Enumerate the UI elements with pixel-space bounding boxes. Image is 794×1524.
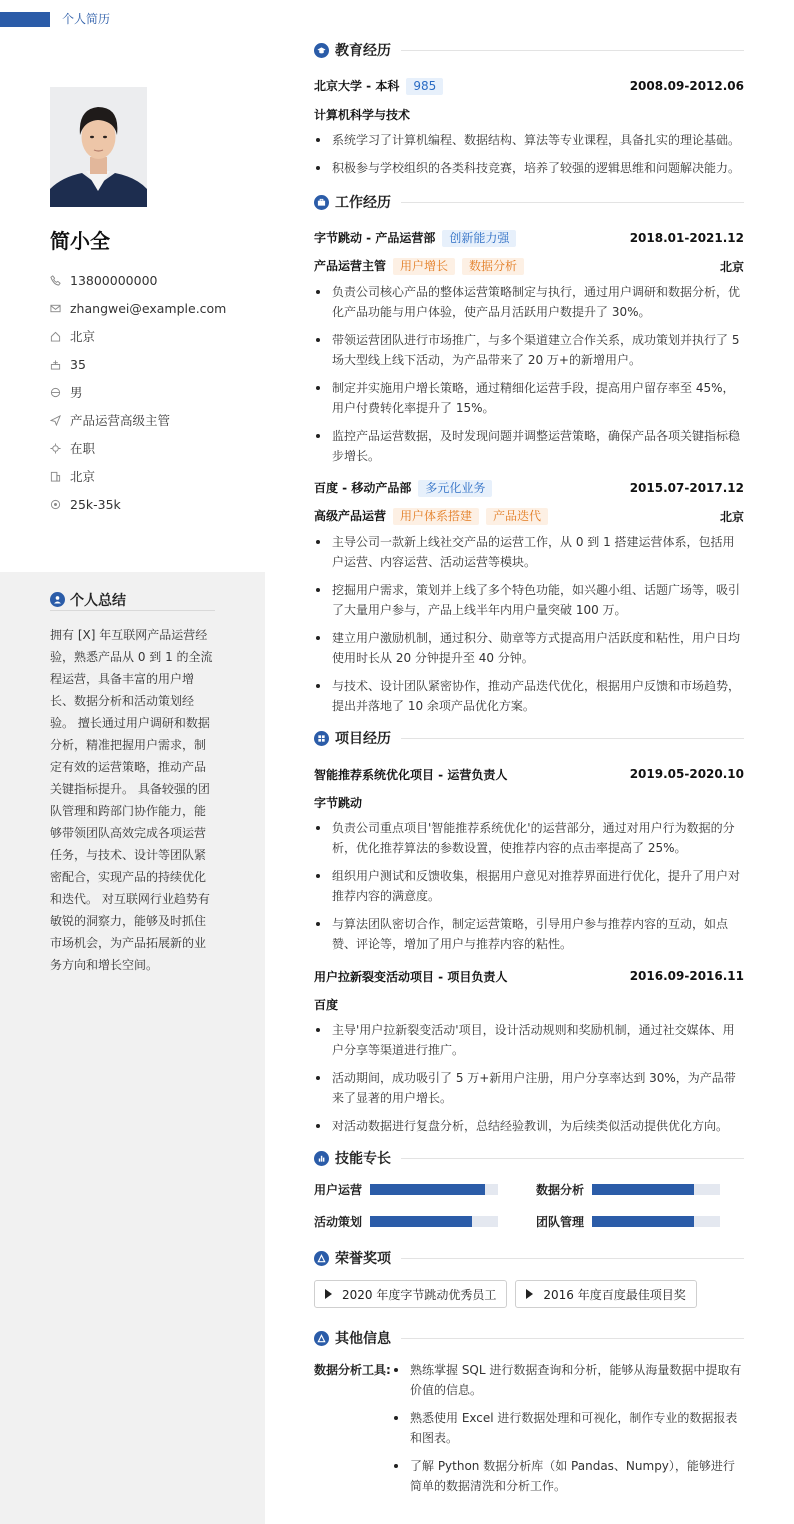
skill-bar-fill — [370, 1184, 485, 1195]
send-icon — [50, 415, 70, 426]
skill-bar — [592, 1216, 720, 1227]
info-text: 25k-35k — [70, 496, 121, 512]
job-city: 北京 — [719, 259, 744, 274]
list-item: 与算法团队密切合作，制定运营策略，引导用户参与推荐内容的互动，如点赞、评论等，增加了用户与推荐内容的粘性。 — [314, 914, 744, 954]
info-location — [50, 322, 265, 350]
info-gender — [50, 378, 265, 406]
skill-name: 用户运营 — [314, 1182, 363, 1197]
skill-bar-fill — [370, 1216, 472, 1227]
list-item: 了解 Python 数据分析库（如 Pandas、Numpy），能够进行简单的数据清洗和分析工作。 — [392, 1456, 744, 1496]
section-divider — [401, 738, 744, 739]
project-org: 字节跳动 — [314, 795, 363, 810]
award-item — [515, 1280, 696, 1308]
info-text: 13800000000 — [70, 272, 158, 288]
bar-chart-icon — [314, 1151, 329, 1166]
school-name: 北京大学 - 本科 — [314, 79, 400, 93]
project-row — [314, 962, 744, 990]
job-entry — [314, 474, 744, 716]
info-salary — [50, 490, 265, 518]
list-item: 带领运营团队进行市场推广，与多个渠道建立合作关系，成功策划并执行了 5 场大型线上线下活动，为产品带来了 20 万+的新增用户。 — [314, 330, 744, 370]
school-tag: 985 — [406, 78, 443, 95]
role-tag: 用户增长 — [393, 258, 455, 275]
list-item: 活动期间，成功吸引了 5 万+新用户注册，用户分享率达到 30%，为产品带来了显著的用户增长。 — [314, 1068, 744, 1108]
role-tag: 产品迭代 — [486, 508, 548, 525]
page-label: 个人简历 — [62, 12, 111, 26]
info-text: 北京 — [70, 469, 96, 484]
major: 计算机科学与技术 — [314, 107, 411, 122]
skills-grid — [314, 1180, 744, 1230]
project-entry — [314, 962, 744, 1136]
project-org-row — [314, 990, 744, 1018]
skill-bar — [370, 1184, 498, 1195]
job-role: 产品运营主管 — [314, 259, 387, 273]
projects-header — [314, 726, 744, 750]
other-info — [314, 1360, 744, 1510]
summary-title: 个人总结 — [70, 592, 126, 609]
list-item: 积极参与学校组织的各类科技竞赛，培养了较强的逻辑思维和问题解决能力。 — [314, 158, 744, 178]
job-tag: 创新能力强 — [442, 230, 516, 247]
list-item: 主导公司一款新上线社交产品的运营工作，从 0 到 1 搭建运营体系，包括用户运营、内容运营、活动运营等模块。 — [314, 532, 744, 572]
skill-item — [314, 1180, 536, 1198]
projects-title: 项目经历 — [335, 731, 391, 747]
job-bullets — [314, 532, 744, 716]
briefcase-icon — [314, 195, 329, 210]
building-icon — [50, 471, 70, 482]
person-name: 简小全 — [50, 229, 110, 253]
skill-name: 活动策划 — [314, 1214, 363, 1229]
project-row — [314, 760, 744, 788]
gender-icon — [50, 387, 70, 398]
section-divider — [401, 1338, 744, 1339]
section-divider — [401, 1158, 744, 1159]
job-company-row — [314, 224, 744, 252]
list-item: 主导'用户拉新裂变活动'项目，设计活动规则和奖励机制，通过社交媒体、用户分享等渠道进行推广。 — [314, 1020, 744, 1060]
profile-photo — [50, 87, 147, 207]
job-company: 字节跳动 - 产品运营部 — [314, 231, 436, 245]
project-name: 智能推荐系统优化项目 - 运营负责人 — [314, 767, 508, 782]
info-text: 男 — [70, 385, 83, 400]
info-text: 在职 — [70, 441, 96, 456]
project-date: 2019.05-2020.10 — [629, 767, 744, 781]
list-item: 制定并实施用户增长策略，通过精细化运营手段，提高用户留存率至 45%，用户付费转化率提升了 15%。 — [314, 378, 744, 418]
skill-item — [536, 1180, 744, 1198]
project-org: 百度 — [314, 997, 339, 1012]
info-text: 北京 — [70, 329, 96, 344]
award-item — [314, 1280, 507, 1308]
info-city — [50, 462, 265, 490]
header-accent-bar — [0, 12, 50, 27]
list-item: 监控产品运营数据，及时发现问题并调整运营策略，确保产品各项关键指标稳步增长。 — [314, 426, 744, 466]
skills-header — [314, 1146, 744, 1170]
main-column — [314, 38, 744, 1510]
project-bullets — [314, 1020, 744, 1136]
user-icon — [50, 592, 65, 607]
major-row — [314, 100, 744, 128]
list-item: 对活动数据进行复盘分析，总结经验教训，为后续类似活动提供优化方向。 — [314, 1116, 744, 1136]
award-icon — [314, 1331, 329, 1346]
list-item: 熟悉使用 Excel 进行数据处理和可视化，制作专业的数据报表和图表。 — [392, 1408, 744, 1448]
award-text: 2016 年度百度最佳项目奖 — [543, 1287, 686, 1302]
grid-icon — [314, 731, 329, 746]
work-title: 工作经历 — [335, 195, 391, 211]
section-divider — [401, 202, 744, 203]
job-company-row — [314, 474, 744, 502]
home-icon — [50, 331, 70, 342]
salary-icon — [50, 499, 70, 510]
job-role-row — [314, 252, 744, 280]
info-text: 产品运营高级主管 — [70, 413, 171, 428]
phone-icon — [50, 275, 70, 286]
other-title: 其他信息 — [335, 1331, 391, 1347]
info-status — [50, 434, 265, 462]
job-entry — [314, 224, 744, 466]
section-divider — [401, 1258, 744, 1259]
project-bullets — [314, 818, 744, 954]
graduation-cap-icon — [314, 43, 329, 58]
portrait-image — [50, 87, 147, 207]
role-tag: 用户体系搭建 — [393, 508, 479, 525]
skill-name: 数据分析 — [536, 1182, 585, 1197]
work-header — [314, 190, 744, 214]
awards-list — [314, 1280, 744, 1308]
awards-header — [314, 1246, 744, 1270]
info-phone — [50, 266, 265, 294]
job-date: 2018.01-2021.12 — [629, 231, 744, 245]
project-date: 2016.09-2016.11 — [629, 969, 744, 983]
job-role-row — [314, 502, 744, 530]
job-date: 2015.07-2017.12 — [629, 481, 744, 495]
job-tag: 多元化业务 — [418, 480, 492, 497]
list-item: 组织用户测试和反馈收集，根据用户意见对推荐界面进行优化，提升了用户对推荐内容的满意度。 — [314, 866, 744, 906]
info-email — [50, 294, 265, 322]
skill-bar-fill — [592, 1216, 694, 1227]
award-text: 2020 年度字节跳动优秀员工 — [342, 1287, 497, 1302]
skill-item — [536, 1212, 744, 1230]
other-label: 数据分析工具: — [314, 1363, 391, 1377]
info-age — [50, 350, 265, 378]
skills-title: 技能专长 — [335, 1151, 391, 1167]
awards-title: 荣誉奖项 — [335, 1251, 391, 1267]
education-date: 2008.09-2012.06 — [629, 79, 744, 93]
age-icon — [50, 359, 70, 370]
other-header — [314, 1326, 744, 1350]
list-item: 负责公司核心产品的整体运营策略制定与执行，通过用户调研和数据分析，优化产品功能与用户体验，使产品月活跃用户数提升了 30%。 — [314, 282, 744, 322]
play-icon — [526, 1289, 533, 1299]
mail-icon — [50, 303, 70, 314]
education-bullets — [314, 130, 744, 178]
info-text: zhangwei@example.com — [70, 300, 227, 316]
project-org-row — [314, 788, 744, 816]
education-row — [314, 72, 744, 100]
other-bullets — [392, 1360, 744, 1504]
list-item: 熟练掌握 SQL 进行数据查询和分析，能够从海量数据中提取有价值的信息。 — [392, 1360, 744, 1400]
job-role: 高级产品运营 — [314, 509, 387, 523]
skill-name: 团队管理 — [536, 1214, 585, 1229]
skill-item — [314, 1212, 536, 1230]
role-tag: 数据分析 — [462, 258, 524, 275]
section-divider — [401, 50, 744, 51]
education-title: 教育经历 — [335, 43, 391, 59]
summary-text: 拥有 [X] 年互联网产品运营经验，熟悉产品从 0 到 1 的全流程运营，具备丰富的用户增长、数据分析和活动策划经验。 擅长通过用户调研和数据分析，精准把握用户需求，制定有效的运营策略，推动产品关键指标提升。 具备较强的团队管理和跨部门协作能力，能够带领团队高效完成各项运营任务，与技术、设计等团队紧密配合，实现产品的持续优化和迭代。 对互联网行业趋势有敏锐的洞察力，能够及时抓住市场机会，为产品拓展新的业务方向和增长空间。 — [50, 628, 213, 972]
status-icon — [50, 443, 70, 454]
list-item: 与技术、设计团队紧密协作，推动产品迭代优化，根据用户反馈和市场趋势，提出并落地了 10 余项产品优化方案。 — [314, 676, 744, 716]
summary-header — [50, 589, 215, 611]
project-name: 用户拉新裂变活动项目 - 项目负责人 — [314, 969, 508, 984]
info-text: 35 — [70, 356, 86, 372]
play-icon — [325, 1289, 332, 1299]
list-item: 建立用户激励机制，通过积分、勋章等方式提高用户活跃度和粘性，用户日均使用时长从 20 分钟提升至 40 分钟。 — [314, 628, 744, 668]
skill-bar — [370, 1216, 498, 1227]
project-entry — [314, 760, 744, 954]
list-item: 负责公司重点项目'智能推荐系统优化'的运营部分，通过对用户行为数据的分析，优化推荐算法的参数设置，使推荐内容的点击率提高了 25%。 — [314, 818, 744, 858]
list-item: 系统学习了计算机编程、数据结构、算法等专业课程，具备扎实的理论基础。 — [314, 130, 744, 150]
job-bullets — [314, 282, 744, 466]
job-city: 北京 — [719, 509, 744, 524]
contact-info — [50, 266, 265, 518]
info-title — [50, 406, 265, 434]
award-icon — [314, 1251, 329, 1266]
education-header — [314, 38, 744, 62]
job-company: 百度 - 移动产品部 — [314, 481, 412, 495]
list-item: 挖掘用户需求，策划并上线了多个特色功能，如兴趣小组、话题广场等，吸引了大量用户参与，产品上线半年内用户量突破 100 万。 — [314, 580, 744, 620]
skill-bar — [592, 1184, 720, 1195]
skill-bar-fill — [592, 1184, 694, 1195]
